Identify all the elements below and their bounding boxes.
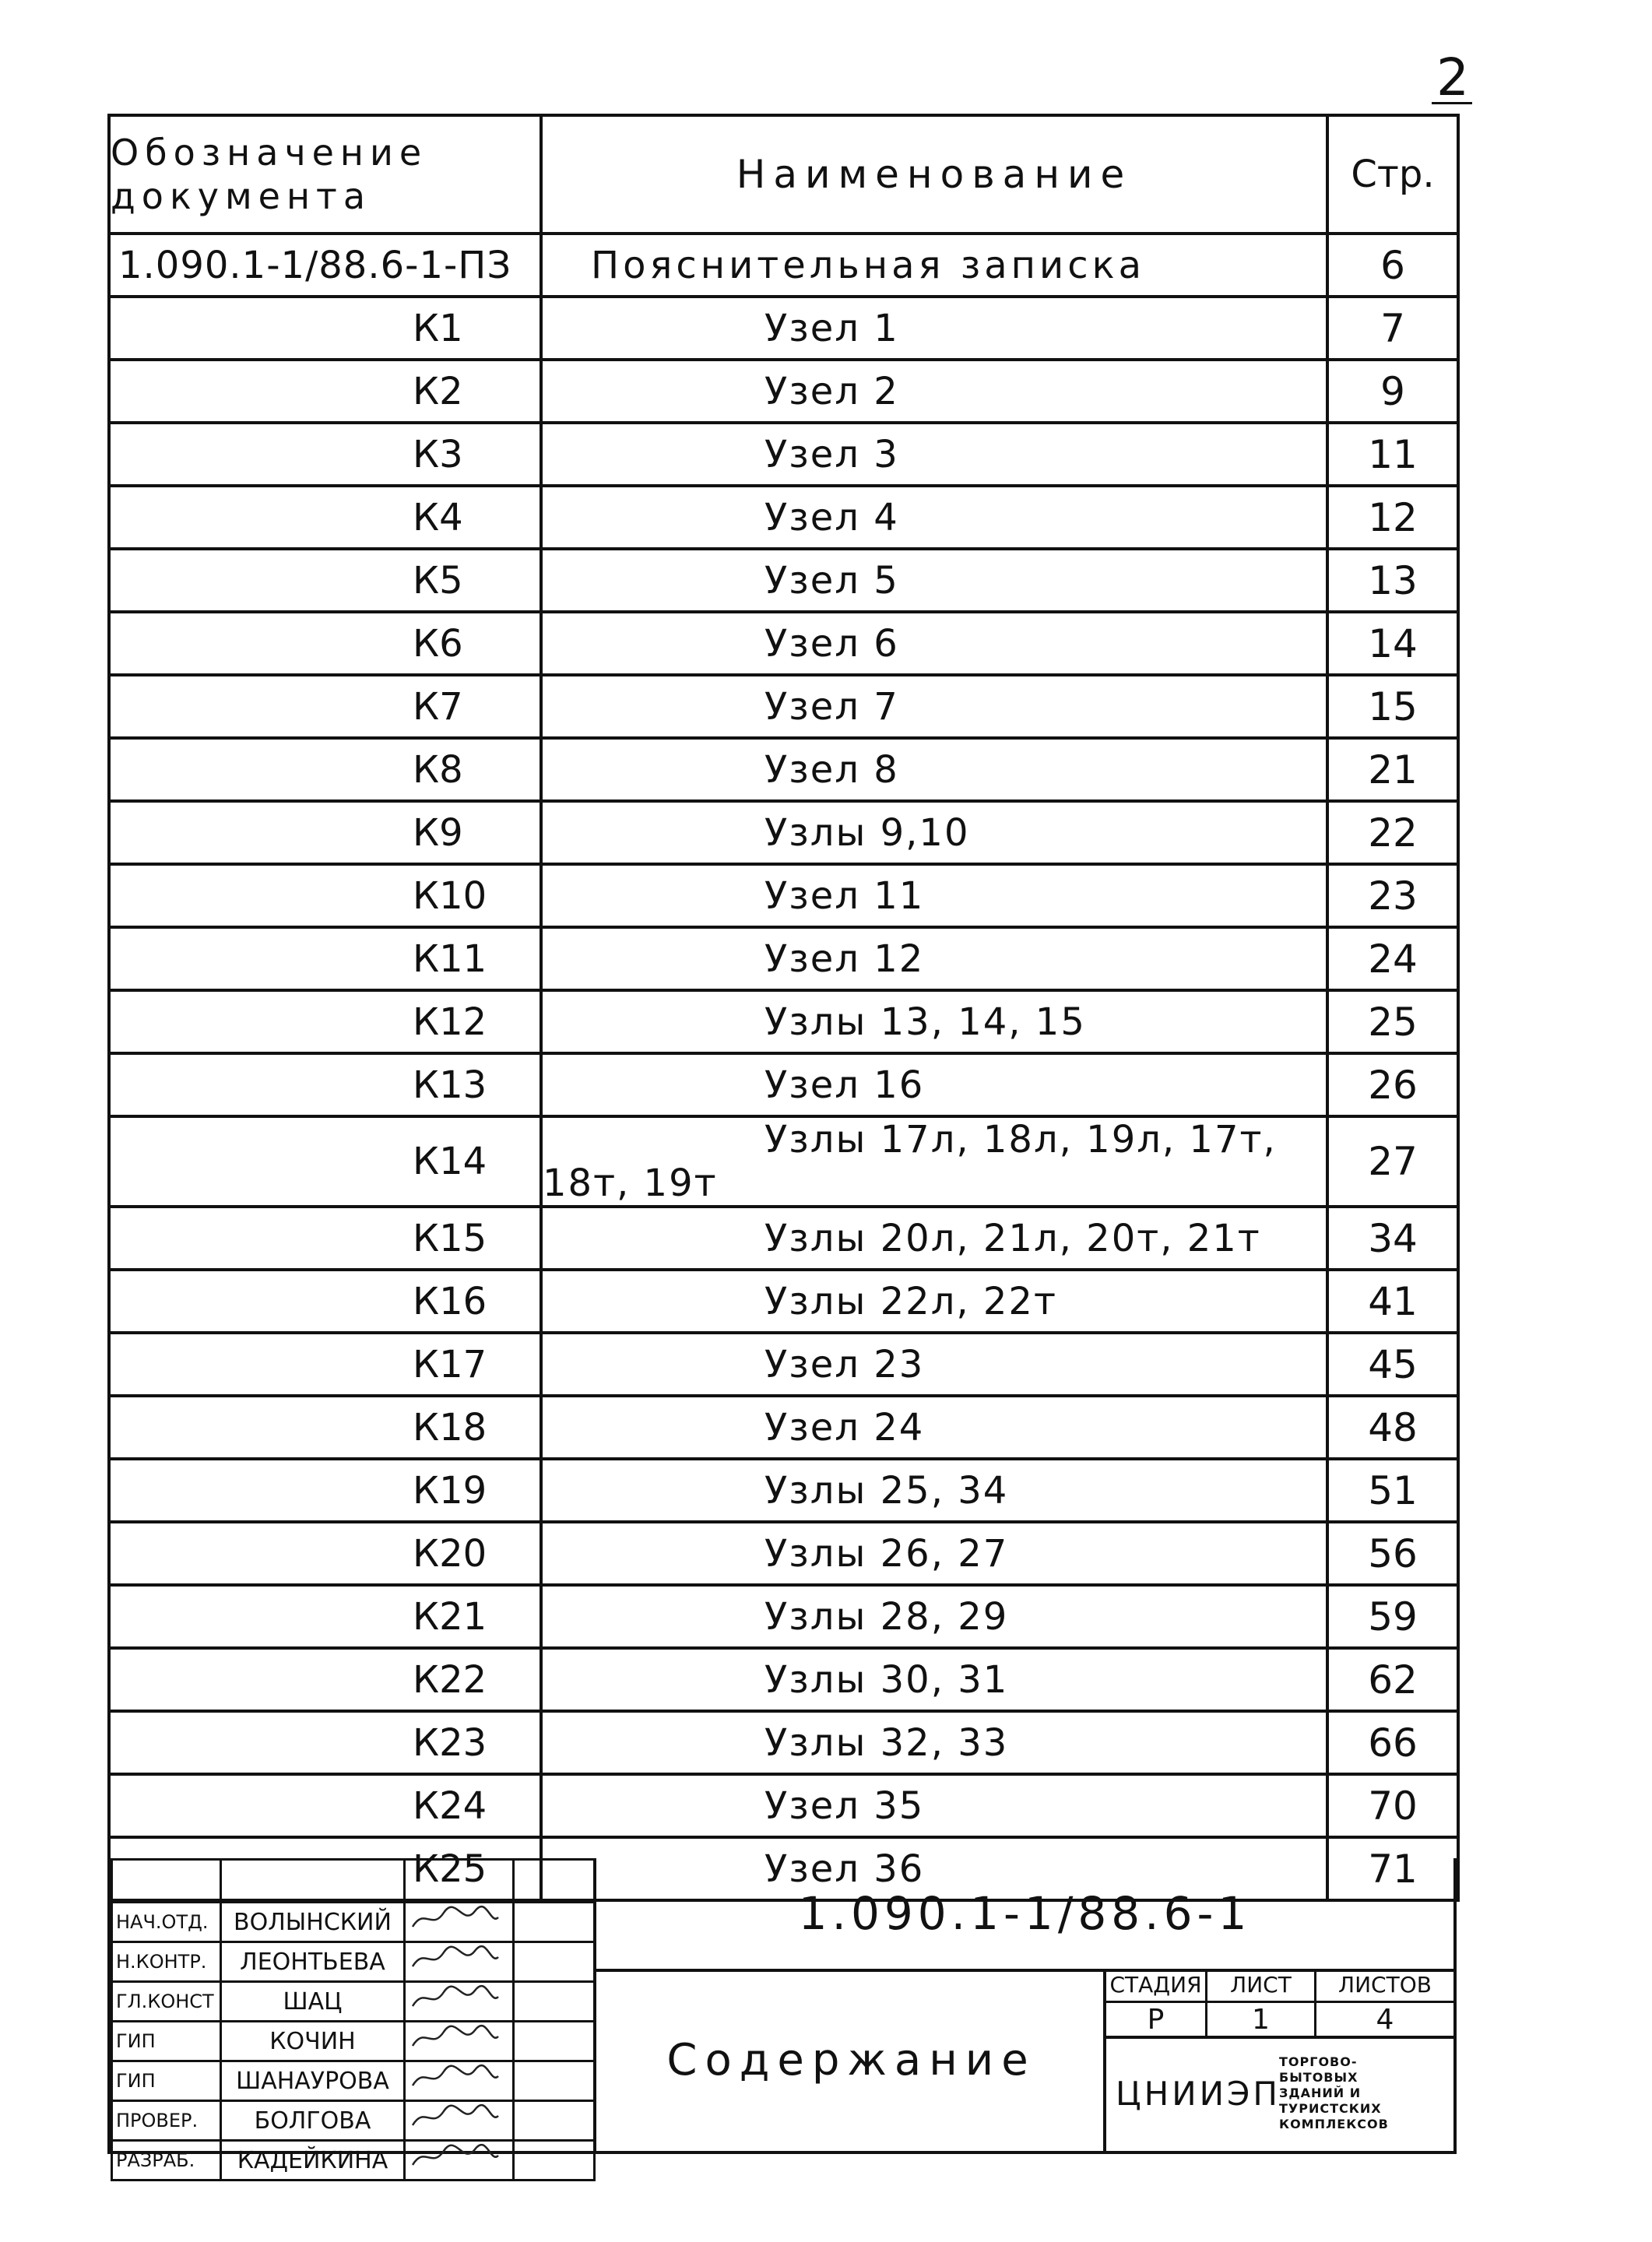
- document-code-text: К8: [413, 747, 463, 792]
- name-text: Узлы 26, 27: [764, 1531, 1009, 1576]
- handwritten-signature: [405, 2141, 514, 2181]
- signature-date: [514, 2101, 595, 2141]
- signature-role: ПРОВЕР.: [112, 2101, 221, 2141]
- table-row: [109, 1585, 1458, 1648]
- name-text: Узел 12: [764, 937, 925, 981]
- document-code-cell: [109, 486, 541, 549]
- document-code-text: К1: [413, 306, 463, 350]
- signature-date: [514, 1982, 595, 2022]
- organization-name: ЦНИИЭП: [1116, 2074, 1281, 2113]
- signature-row: [112, 2101, 595, 2141]
- signature-role: ГИП: [112, 2022, 221, 2061]
- signature-role: ГЛ.КОНСТ: [112, 1982, 221, 2022]
- stage-label: СТАДИЯ: [1106, 1969, 1207, 2003]
- name-cell: [541, 423, 1327, 486]
- signature-row: [112, 1942, 595, 1982]
- table-row: [109, 1774, 1458, 1837]
- document-code-cell: [109, 1711, 541, 1774]
- table-row: [109, 1396, 1458, 1459]
- page-cell: 26: [1327, 1053, 1458, 1116]
- document-code-cell: [109, 1396, 541, 1459]
- signature-scribble-icon: [409, 1903, 502, 1935]
- page-cell: 22: [1327, 801, 1458, 864]
- name-text: Узел 35: [764, 1783, 925, 1828]
- name-text: Узел 11: [764, 873, 925, 918]
- table-row: [109, 1116, 1458, 1207]
- signature-row: [112, 2061, 595, 2101]
- signature-name: КОЧИН: [221, 2022, 405, 2061]
- name-cell: [541, 549, 1327, 612]
- table-row: [109, 927, 1458, 990]
- table-row: [109, 1270, 1458, 1333]
- document-code-cell: [109, 360, 541, 423]
- page-cell: 11: [1327, 423, 1458, 486]
- sheet-value: 1: [1207, 2003, 1316, 2036]
- signature-date: [514, 1942, 595, 1982]
- name-cell: [541, 801, 1327, 864]
- signature-role: РАЗРАБ.: [112, 2141, 221, 2181]
- name-cell: [541, 1648, 1327, 1711]
- header-code-line2: документа: [111, 175, 372, 217]
- page-cell: 7: [1327, 297, 1458, 360]
- name-text: Узел 8: [764, 747, 899, 792]
- document-code-cell: [109, 738, 541, 801]
- document-code-text: К20: [413, 1531, 487, 1576]
- name-text: Узлы 20л, 21л, 20т, 21т: [764, 1216, 1261, 1260]
- name-cell: [541, 234, 1327, 297]
- document-code-cell: [109, 1459, 541, 1522]
- name-cell: [541, 360, 1327, 423]
- document-code-text: К3: [413, 432, 463, 476]
- page-cell: 12: [1327, 486, 1458, 549]
- table-row: [109, 738, 1458, 801]
- document-code-text: К2: [413, 369, 463, 413]
- name-text: Узел 5: [764, 558, 899, 603]
- name-cell: [541, 927, 1327, 990]
- document-code-text: 1.090.1-1/88.6-1-ПЗ: [118, 243, 512, 287]
- name-cell: [541, 738, 1327, 801]
- document-code-cell: [109, 1270, 541, 1333]
- document-code-cell: [109, 864, 541, 927]
- document-code-cell: [109, 1333, 541, 1396]
- table-row: [109, 1053, 1458, 1116]
- page-cell: 59: [1327, 1585, 1458, 1648]
- page-cell: 23: [1327, 864, 1458, 927]
- name-text: Узлы 25, 34: [764, 1468, 1009, 1513]
- page-number: 2: [1436, 47, 1469, 107]
- organization-description: [1279, 2054, 1419, 2132]
- document-code-text: К7: [413, 684, 463, 729]
- name-text: Узел 3: [764, 432, 899, 476]
- header-name: Наименование: [541, 115, 1327, 234]
- name-cell: [541, 1522, 1327, 1585]
- page-cell: 9: [1327, 360, 1458, 423]
- name-cell: [541, 1396, 1327, 1459]
- document-code-text: К4: [413, 495, 463, 539]
- table-row: [109, 1333, 1458, 1396]
- name-text: Узлы 22л, 22т: [764, 1279, 1057, 1323]
- name-cell: [541, 297, 1327, 360]
- name-cell: [541, 675, 1327, 738]
- signature-scribble-icon: [409, 2022, 502, 2054]
- document-code-cell: [109, 675, 541, 738]
- document-code-cell: [109, 1207, 541, 1270]
- document-code-cell: [109, 1585, 541, 1648]
- table-row: [109, 486, 1458, 549]
- document-code-cell: [109, 234, 541, 297]
- name-text: Узлы 17л, 18л, 19л, 17т, 18т, 19т: [543, 1118, 1277, 1205]
- document-code-text: К15: [413, 1216, 487, 1260]
- org-desc-line: ЗДАНИЙ И: [1279, 2086, 1362, 2100]
- header-code-line1: Обозначение: [111, 132, 428, 174]
- signature-name: ШАЦ: [221, 1982, 405, 2022]
- name-cell: [541, 1116, 1327, 1207]
- signature-row: [112, 1982, 595, 2022]
- stage-value: Р: [1106, 2003, 1207, 2036]
- table-row: [109, 549, 1458, 612]
- signature-row: [112, 2141, 595, 2181]
- page-cell: 6: [1327, 234, 1458, 297]
- page-cell: 62: [1327, 1648, 1458, 1711]
- page-cell: 15: [1327, 675, 1458, 738]
- table-row: [109, 1648, 1458, 1711]
- page-cell: 71: [1327, 1837, 1458, 1900]
- org-desc-line: БЫТОВЫХ: [1279, 2070, 1359, 2085]
- org-desc-line: ТУРИСТСКИХ: [1279, 2101, 1382, 2116]
- name-text: Узлы 28, 29: [764, 1594, 1009, 1639]
- signature-role: Н.КОНТР.: [112, 1942, 221, 1982]
- name-text: Узлы 9,10: [764, 810, 970, 855]
- name-cell: [541, 990, 1327, 1053]
- document-code-cell: [109, 1648, 541, 1711]
- page-cell: 45: [1327, 1333, 1458, 1396]
- document-code-cell: [109, 549, 541, 612]
- document-code-text: К12: [413, 1000, 487, 1044]
- page-cell: 41: [1327, 1270, 1458, 1333]
- page-cell: 14: [1327, 612, 1458, 675]
- signature-row: [112, 1903, 595, 1942]
- name-text: Узел 6: [764, 621, 899, 666]
- name-text: Узлы 13, 14, 15: [764, 1000, 1086, 1044]
- signature-scribble-icon: [409, 2102, 502, 2133]
- document-code-text: К23: [413, 1720, 487, 1765]
- document-code-text: К19: [413, 1468, 487, 1513]
- document-code-text: К21: [413, 1594, 487, 1639]
- name-cell: [541, 1711, 1327, 1774]
- document-code-text: К22: [413, 1657, 487, 1702]
- table-row: [109, 1207, 1458, 1270]
- page-cell: 13: [1327, 549, 1458, 612]
- signature-scribble-icon: [409, 2142, 502, 2173]
- page-cell: 66: [1327, 1711, 1458, 1774]
- name-text: Пояснительная записка: [591, 243, 1146, 287]
- signature-date: [514, 2141, 595, 2181]
- name-text: Узел 1: [764, 306, 899, 350]
- document-code-text: К5: [413, 558, 463, 603]
- table-row: [109, 1459, 1458, 1522]
- document-code-cell: [109, 1774, 541, 1837]
- name-cell: [541, 1585, 1327, 1648]
- signature-name: БОЛГОВА: [221, 2101, 405, 2141]
- name-cell: [541, 1270, 1327, 1333]
- name-text: Узел 2: [764, 369, 899, 413]
- name-cell: [541, 1333, 1327, 1396]
- document-code-cell: [109, 801, 541, 864]
- table-row: [109, 360, 1458, 423]
- name-cell: [541, 864, 1327, 927]
- document-code-cell: [109, 297, 541, 360]
- org-desc-line: КОМПЛЕКСОВ: [1279, 2117, 1389, 2131]
- page-cell: 34: [1327, 1207, 1458, 1270]
- signature-date: [514, 2061, 595, 2101]
- document-code-cell: [109, 1053, 541, 1116]
- table-row: [109, 423, 1458, 486]
- table-row: [109, 1711, 1458, 1774]
- title-block: [107, 1858, 1457, 2174]
- page-cell: 51: [1327, 1459, 1458, 1522]
- name-cell: [541, 1207, 1327, 1270]
- document-code-cell: [109, 927, 541, 990]
- name-text: Узел 16: [764, 1063, 925, 1107]
- signature-spacer-row: [112, 1860, 595, 1903]
- name-text: Узлы 32, 33: [764, 1720, 1009, 1765]
- signature-date: [514, 1903, 595, 1942]
- signature-name: ВОЛЫНСКИЙ: [221, 1903, 405, 1942]
- document-title: Содержание: [593, 1969, 1106, 2151]
- sheets-label: ЛИСТОВ: [1316, 1969, 1453, 2003]
- name-text: Узел 7: [764, 684, 899, 729]
- document-code-cell: [109, 423, 541, 486]
- signature-name: ШАНАУРОВА: [221, 2061, 405, 2101]
- signature-date: [514, 2022, 595, 2061]
- name-cell: [541, 612, 1327, 675]
- document-code-text: К10: [413, 873, 487, 918]
- page-cell: 24: [1327, 927, 1458, 990]
- page-cell: 56: [1327, 1522, 1458, 1585]
- table-row: [109, 864, 1458, 927]
- document-code-cell: [109, 1116, 541, 1207]
- page-cell: 21: [1327, 738, 1458, 801]
- signature-scribble-icon: [409, 1983, 502, 2014]
- table-row: [109, 1522, 1458, 1585]
- name-cell: [541, 1053, 1327, 1116]
- signature-row: [112, 2022, 595, 2061]
- document-code: 1.090.1-1/88.6-1: [593, 1858, 1453, 1972]
- name-text: Узлы 30, 31: [764, 1657, 1009, 1702]
- handwritten-signature: [405, 1903, 514, 1942]
- name-cell: [541, 486, 1327, 549]
- org-desc-line: ТОРГОВО-: [1279, 2054, 1358, 2069]
- table-row: [109, 801, 1458, 864]
- signature-role: НАЧ.ОТД.: [112, 1903, 221, 1942]
- table-row: [109, 234, 1458, 297]
- document-code-text: К16: [413, 1279, 487, 1323]
- table-row: [109, 297, 1458, 360]
- table-row: [109, 990, 1458, 1053]
- document-code-text: К13: [413, 1063, 487, 1107]
- table-row: [109, 612, 1458, 675]
- document-code-text: К25: [413, 1847, 487, 1891]
- name-text: Узел 36: [764, 1847, 925, 1891]
- document-code-text: К9: [413, 810, 463, 855]
- document-code-text: К11: [413, 937, 487, 981]
- document-code-cell: [109, 612, 541, 675]
- signatures-table: [111, 1858, 596, 2181]
- document-code-text: К6: [413, 621, 463, 666]
- signature-scribble-icon: [409, 1943, 502, 1974]
- page-cell: 48: [1327, 1396, 1458, 1459]
- name-text: Узел 23: [764, 1342, 925, 1386]
- header-document-code: [109, 115, 541, 234]
- name-cell: [541, 1459, 1327, 1522]
- document-code-text: К24: [413, 1783, 487, 1828]
- contents-table: [107, 114, 1460, 1902]
- document-code-cell: [109, 990, 541, 1053]
- sheets-value: 4: [1376, 2003, 1394, 2036]
- document-code-cell: [109, 1522, 541, 1585]
- document-code-text: К18: [413, 1405, 487, 1450]
- header-page: Стр.: [1327, 115, 1458, 234]
- page-cell: 27: [1327, 1116, 1458, 1207]
- document-code-text: К17: [413, 1342, 487, 1386]
- page-cell: 70: [1327, 1774, 1458, 1837]
- signature-scribble-icon: [409, 2062, 502, 2093]
- document-code-text: К14: [413, 1140, 487, 1183]
- page-cell: 25: [1327, 990, 1458, 1053]
- handwritten-signature: [405, 2022, 514, 2061]
- signature-name: ЛЕОНТЬЕВА: [221, 1942, 405, 1982]
- stage-grid: [1103, 1969, 1453, 2039]
- handwritten-signature: [405, 2101, 514, 2141]
- handwritten-signature: [405, 1982, 514, 2022]
- header-row: [109, 115, 1458, 234]
- handwritten-signature: [405, 1942, 514, 1982]
- organization-cell: [1103, 2036, 1453, 2151]
- signature-role: ГИП: [112, 2061, 221, 2101]
- signature-name: КАДЕЙКИНА: [221, 2141, 405, 2181]
- handwritten-signature: [405, 2061, 514, 2101]
- name-text: Узел 4: [764, 495, 899, 539]
- name-text: Узел 24: [764, 1405, 925, 1450]
- sheet-label: ЛИСТ: [1207, 1969, 1316, 2003]
- table-row: [109, 675, 1458, 738]
- name-cell: [541, 1774, 1327, 1837]
